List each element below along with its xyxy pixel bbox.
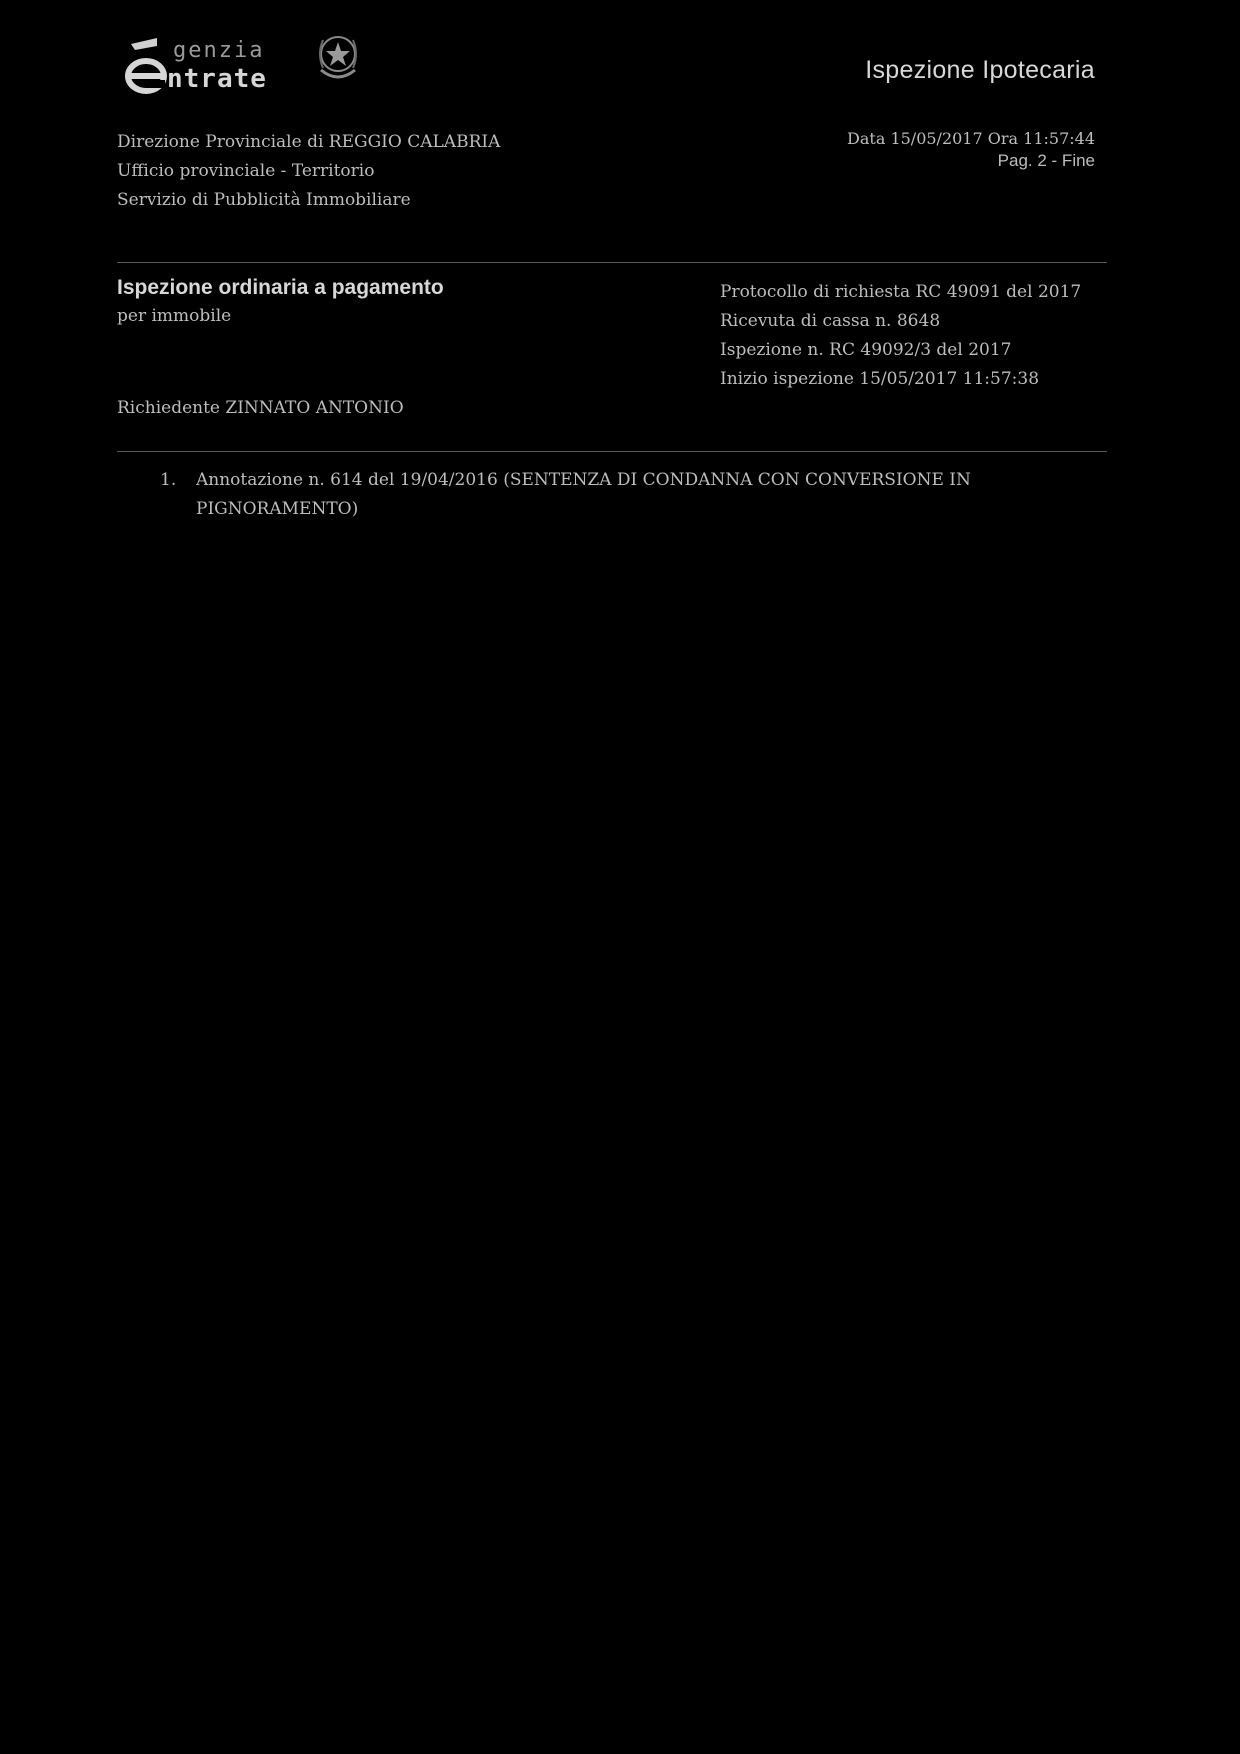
cash-receipt: Ricevuta di cassa n. 8648	[720, 311, 941, 331]
inspection-title: Ispezione ordinaria a pagamento	[117, 276, 444, 299]
protocol-info	[720, 278, 1081, 394]
logo-ntrate-text: ntrate	[167, 64, 267, 94]
document-title: Ispezione Ipotecaria	[865, 56, 1095, 84]
requester: Richiedente ZINNATO ANTONIO	[117, 398, 404, 418]
list-item	[160, 466, 1030, 524]
office-department: Ufficio provinciale - Territorio	[117, 161, 375, 181]
protocol-request: Protocollo di richiesta RC 49091 del 2017	[720, 282, 1082, 302]
entries-list	[160, 466, 1030, 524]
divider	[117, 262, 1107, 263]
list-item-text: Annotazione n. 614 del 19/04/2016 (SENTENZA DI CONDANNA CON CONVERSIONE IN PIGNORAMENTO)	[196, 470, 971, 519]
divider	[117, 451, 1107, 452]
office-service: Servizio di Pubblicità Immobiliare	[117, 190, 411, 210]
list-item-number: 1.	[160, 470, 177, 490]
office-info	[117, 128, 500, 215]
inspection-number: Ispezione n. RC 49092/3 del 2017	[720, 340, 1012, 360]
agenzia-entrate-logo	[125, 30, 375, 100]
page-indicator: Pag. 2 - Fine	[997, 151, 1095, 170]
agenzia-e-logo-icon	[125, 36, 167, 94]
italian-republic-emblem-icon	[313, 30, 363, 84]
office-direction: Direzione Provinciale di REGGIO CALABRIA	[117, 132, 501, 152]
inspection-start: Inizio ispezione 15/05/2017 11:57:38	[720, 369, 1040, 389]
date-time: Data 15/05/2017 Ora 11:57:44	[847, 129, 1095, 148]
inspection-subtitle: per immobile	[117, 306, 232, 326]
logo-genzia-text: genzia	[173, 38, 265, 63]
date-time-block	[847, 128, 1095, 172]
